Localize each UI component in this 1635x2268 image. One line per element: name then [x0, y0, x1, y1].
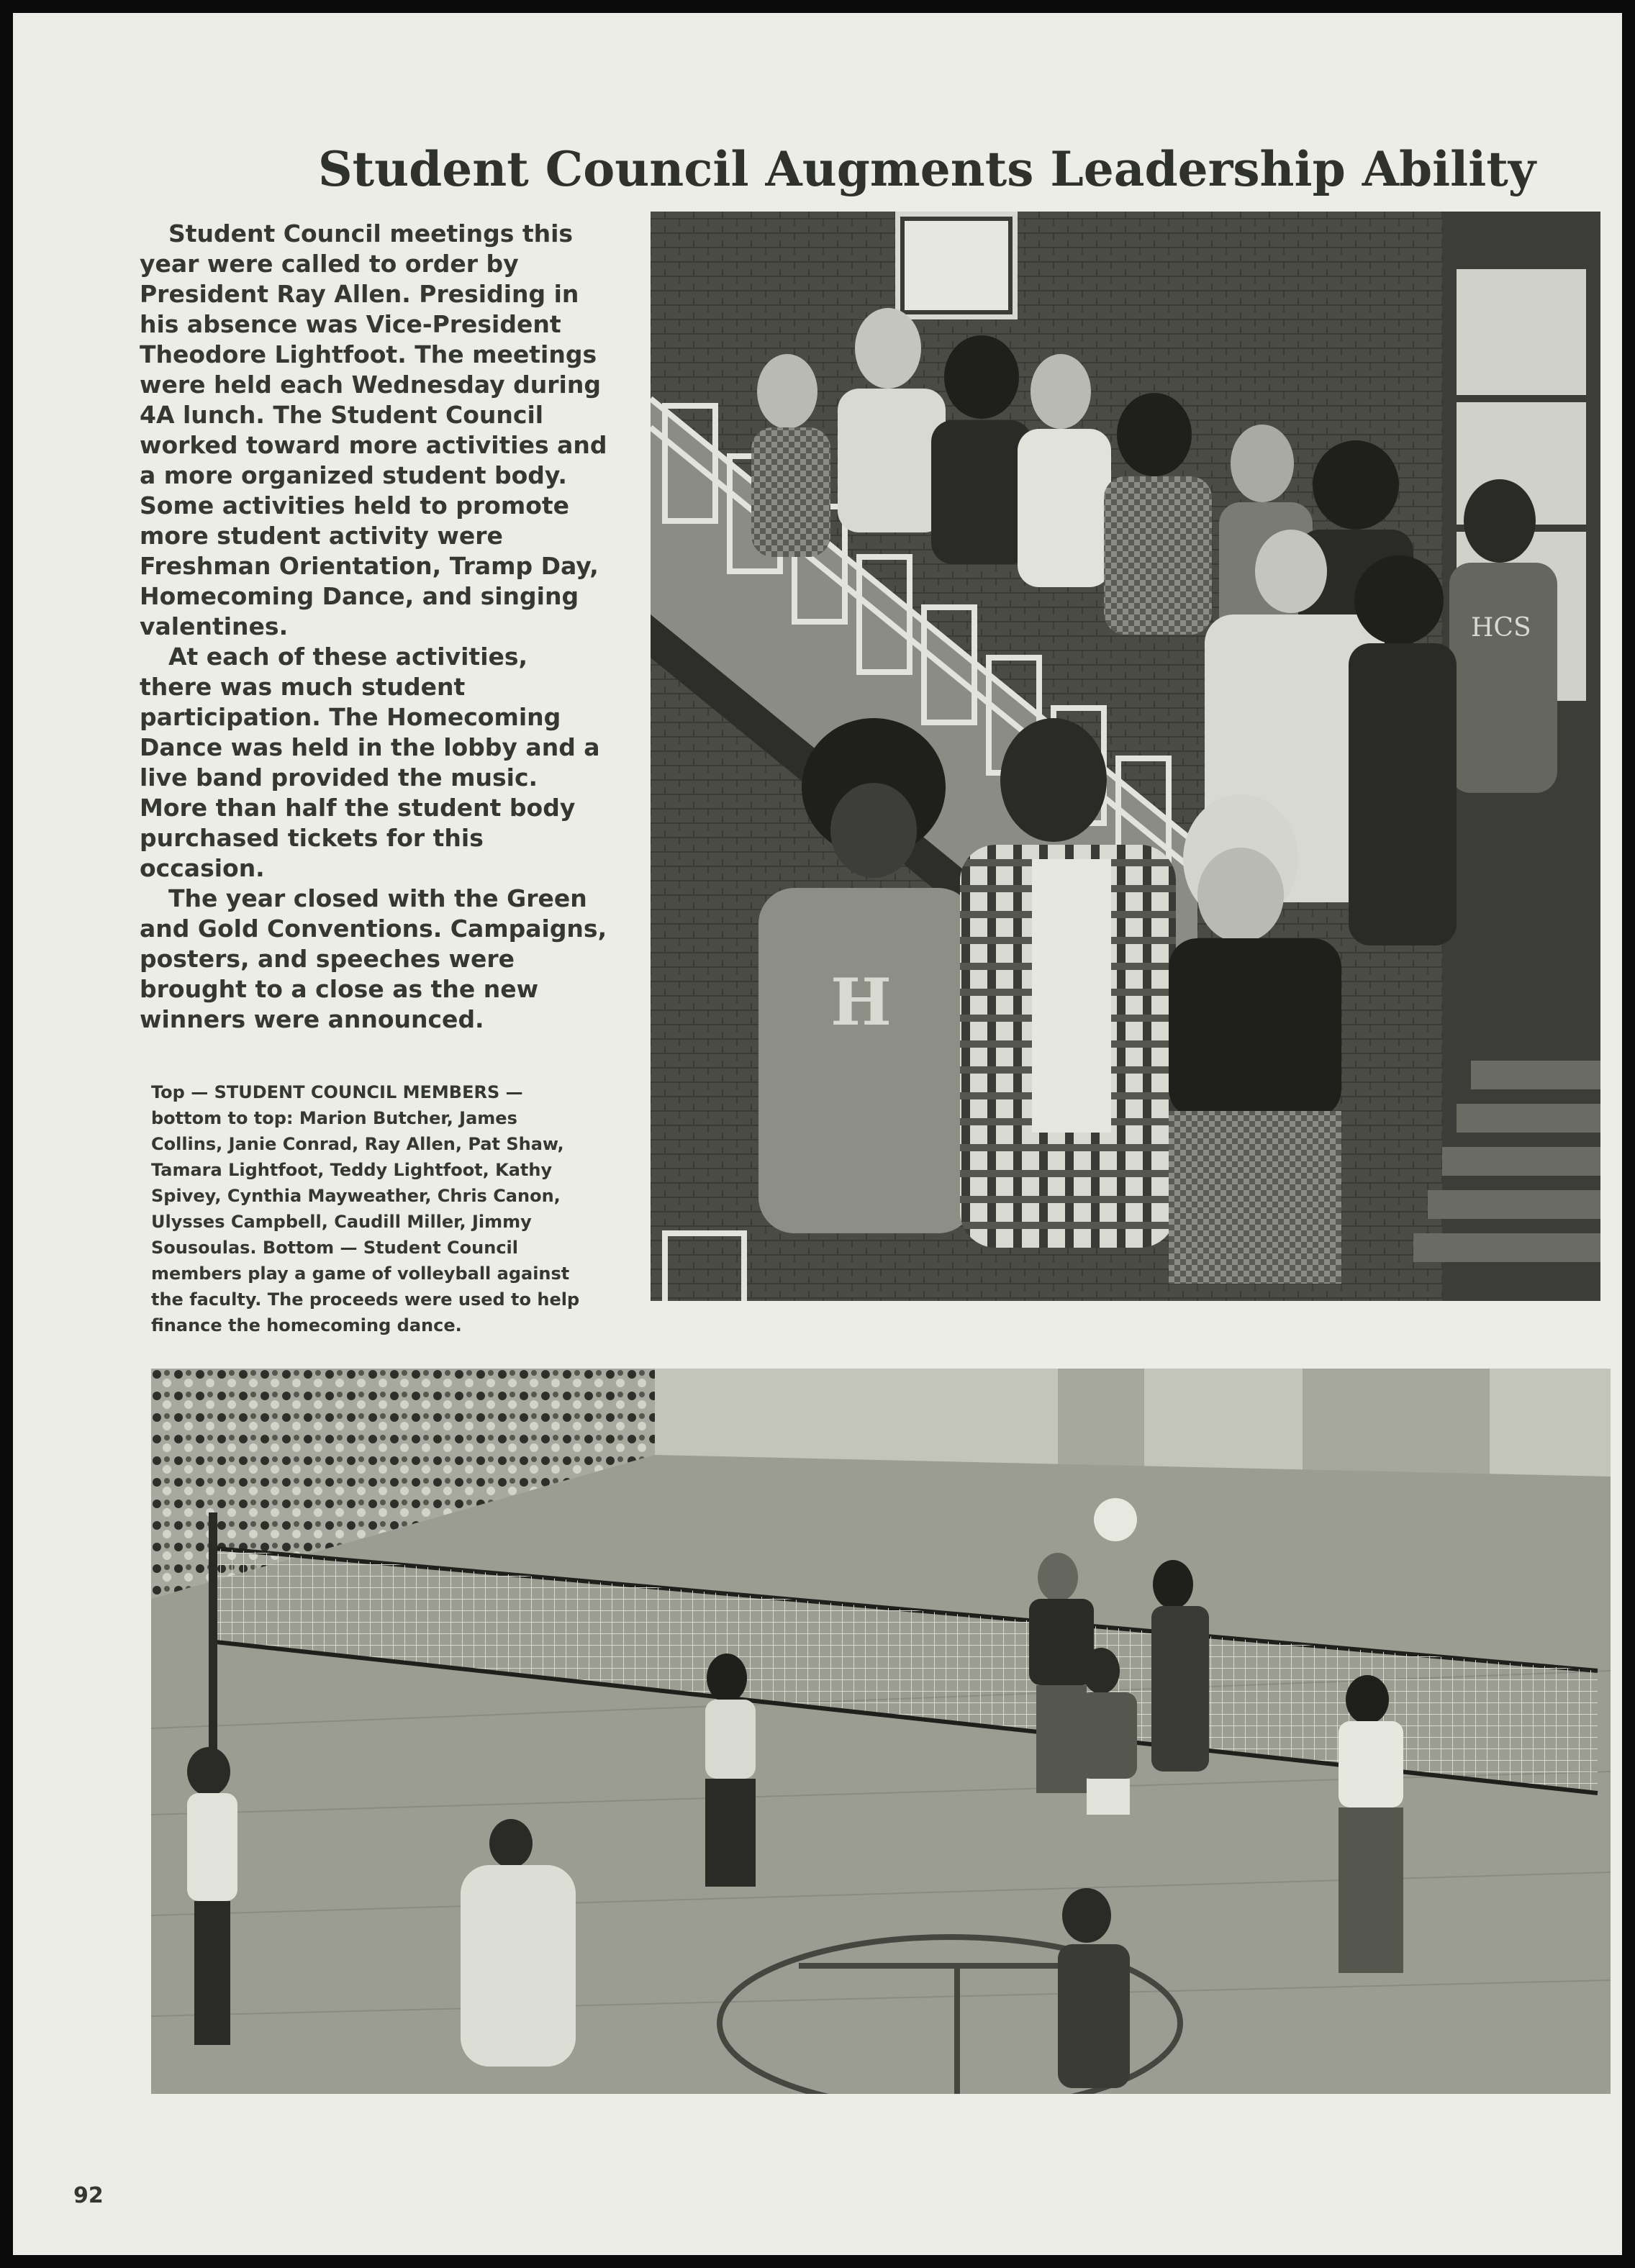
sweater-monogram: HCS [1471, 613, 1531, 643]
yearbook-page [13, 13, 1622, 2255]
article-body [140, 219, 607, 1035]
photo-caption: Top — STUDENT COUNCIL MEMBERS — bottom to top: Marion Butcher, James Collins, Janie Conrad, Ray Allen, Pat Shaw, Tamara Lightfoot, Teddy Lightfoot, Kathy Spivey, Cynthia Mayweather, Chris Canon, Ulysses Campbell, Caudill Miller, Jimmy Sousoulas. Bottom — Student Council members play a game of volleyball against the faculty. The proceeds were used to help finance the homecoming dance. [151, 1082, 580, 1335]
page-number: 92 [73, 2183, 104, 2208]
article-paragraph: At each of these activities, there was much student participation. The Homecoming Dance was held in the lobby and a live band provided the music. More than half the student body purchased tickets for this occasion. [140, 643, 600, 882]
article-paragraph: Student Council meetings this year were called to order by President Ray Allen. Presiding in his absence was Vice-President Theodore Lightfoot. The meetings were held each Wednesday during 4A lunch. The Student Council worked toward more activities and a more organized student body. Some activities held to promote more student activity were Freshman Orientation, Tramp Day, Homecoming Dance, and singing valentines. [140, 219, 607, 640]
page-title: Student Council Augments Leadership Ability [318, 141, 1536, 197]
student-council-group-photo [651, 212, 1600, 1301]
article-paragraph: The year closed with the Green and Gold Conventions. Campaigns, posters, and speeches were brought to a close as the new winners were announced. [140, 884, 607, 1033]
volleyball-game-photo [151, 1369, 1611, 2094]
svg-text:H: H [830, 964, 892, 1040]
